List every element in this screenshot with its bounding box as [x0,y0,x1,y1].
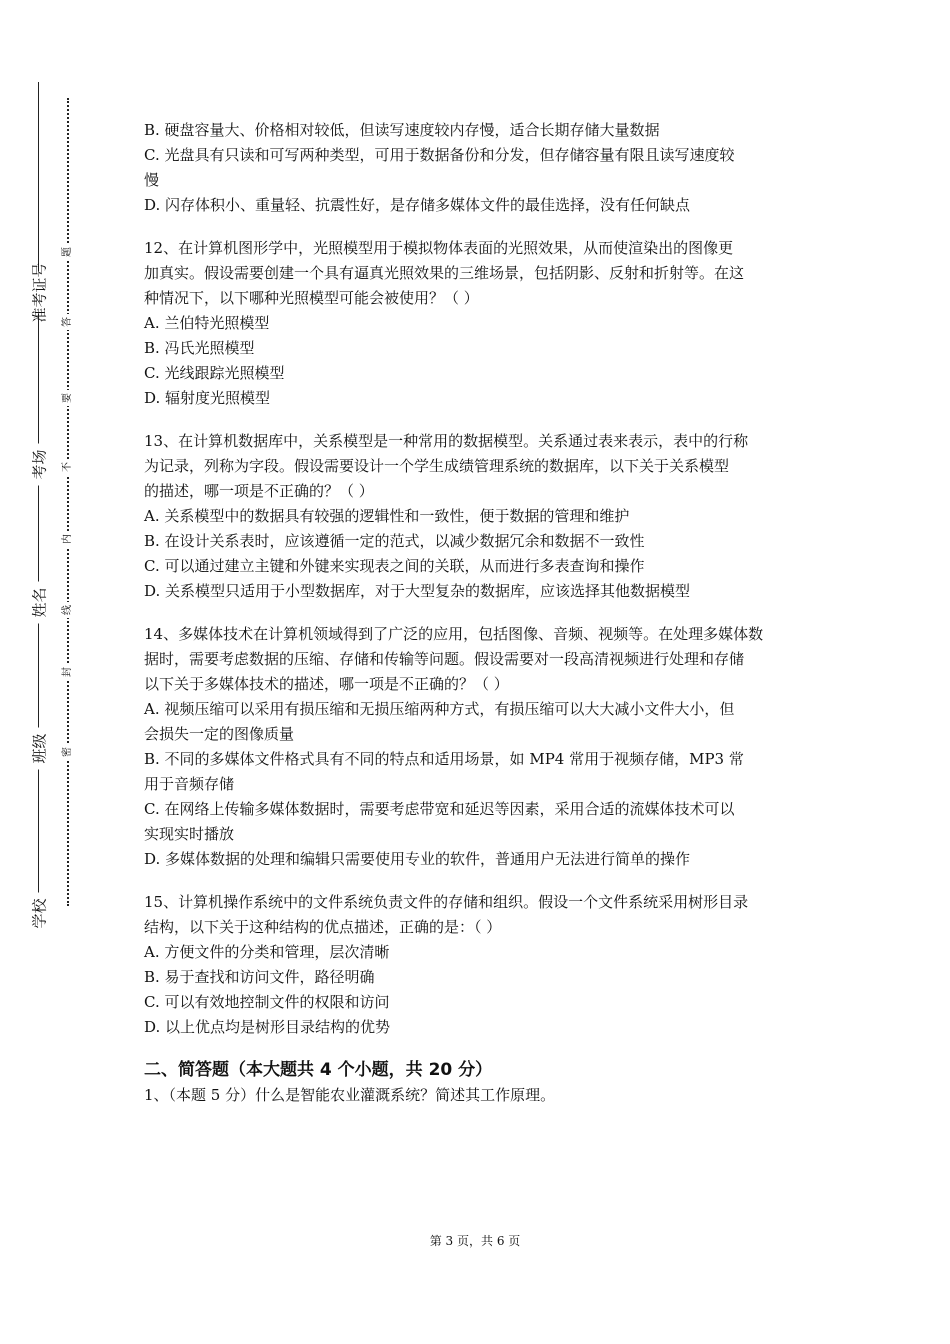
binding-field-name: 姓名 [29,582,50,624]
question-line: C. 光线跟踪光照模型 [144,364,285,382]
section-title: 二、简答题（本大题共 4 个小题，共 20 分） [144,1060,493,1080]
question-line: A. 关系模型中的数据具有较强的逻辑性和一致性，便于数据的管理和维护 [144,507,630,525]
question-line: 的描述，哪一项是不正确的？（ ） [144,482,374,500]
question-line: A. 兰伯特光照模型 [144,314,270,332]
seal-char: 不 [62,459,74,475]
question-list [144,118,814,1040]
question-line: B. 易于查找和访问文件，路径明确 [144,968,375,986]
question-line: D. 以上优点均是树形目录结构的优势 [144,1018,391,1036]
binding-field-admission-no: 准考证号 [30,262,49,323]
question-line: D. 辐射度光照模型 [144,389,271,407]
seal-char: 题 [62,244,74,260]
question-line: 加真实。假设需要创建一个具有逼真光照效果的三维场景，包括阴影、反射和折射等。在这 [144,264,745,282]
seal-char: 线 [62,602,74,618]
question-line: B. 冯氏光照模型 [144,339,255,357]
question-line: B. 硬盘容量大、价格相对较低，但读写速度较内存慢，适合长期存储大量数据 [144,121,660,139]
question-line: B. 在设计关系表时，应该遵循一定的范式，以减少数据冗余和数据不一致性 [144,532,645,550]
question-line: C. 在网络上传输多媒体数据时，需要考虑带宽和延迟等因素，采用合适的流媒体技术可以 [144,800,735,818]
question-line: C. 可以有效地控制文件的权限和访问 [144,993,390,1011]
question-line: B. 不同的多媒体文件格式具有不同的特点和适用场景，如 MP4 常用于视频存储，MP3 常 [144,750,744,768]
exam-content [144,118,814,1108]
question-line: 14、多媒体技术在计算机领域得到了广泛的应用，包括图像、音频、视频等。在处理多媒体数 [144,625,764,643]
seal-char: 密 [62,744,74,760]
question-line: C. 可以通过建立主键和外键来实现表之间的关联，从而进行多表查询和操作 [144,557,645,575]
question-line: 12、在计算机图形学中，光照模型用于模拟物体表面的光照效果，从而使渲染出的图像更 [144,239,734,257]
question-line: C. 光盘具有只读和可写两种类型，可用于数据备份和分发，但存储容量有限且读写速度较 [144,146,735,164]
question-block [144,429,814,604]
question-block [144,118,814,218]
binding-dotted-line [67,98,69,906]
question-line: 13、在计算机数据库中，关系模型是一种常用的数据模型。关系通过表来表示，表中的行称 [144,432,749,450]
binding-field-exam-room: 考场 [29,444,50,486]
seal-char: 答 [62,314,74,330]
page-footer: 第 3 页，共 6 页 [429,1234,521,1248]
question-line: 慢 [144,171,160,189]
seal-char: 封 [62,664,74,680]
question-block [144,236,814,411]
binding-field-school: 学校 [29,893,50,935]
short-answer-question: 1、（本题 5 分）什么是智能农业灌溉系统？简述其工作原理。 [144,1086,556,1104]
question-line: D. 多媒体数据的处理和编辑只需要使用专业的软件，普通用户无法进行简单的操作 [144,850,691,868]
seal-char: 内 [62,531,74,547]
seal-char: 要 [62,390,74,406]
question-line: 结构，以下关于这种结构的优点描述，正确的是：（ ） [144,918,502,936]
question-line: D. 关系模型只适用于小型数据库，对于大型复杂的数据库，应该选择其他数据模型 [144,582,691,600]
question-line: 据时，需要考虑数据的压缩、存储和传输等问题。假设需要对一段高清视频进行处理和存储 [144,650,745,668]
question-block [144,622,814,872]
question-line: A. 视频压缩可以采用有损压缩和无损压缩两种方式，有损压缩可以大大减小文件大小，但 [144,700,735,718]
question-line: 实现实时播放 [144,825,235,843]
question-line: 15、计算机操作系统中的文件系统负责文件的存储和组织。假设一个文件系统采用树形目录 [144,893,749,911]
question-line: D. 闪存体积小、重量轻、抗震性好，是存储多媒体文件的最佳选择，没有任何缺点 [144,196,691,214]
binding-field-class: 班级 [29,728,50,770]
question-line: A. 方便文件的分类和管理，层次清晰 [144,943,390,961]
question-line: 会损失一定的图像质量 [144,725,295,743]
question-line: 为记录，列称为字段。假设需要设计一个学生成绩管理系统的数据库，以下关于关系模型 [144,457,730,475]
binding-solid-line [38,82,39,914]
question-line: 种情况下，以下哪种光照模型可能会被使用？（ ） [144,289,479,307]
question-block [144,890,814,1040]
question-line: 以下关于多媒体技术的描述，哪一项是不正确的？（ ） [144,675,509,693]
question-line: 用于音频存储 [144,775,235,793]
